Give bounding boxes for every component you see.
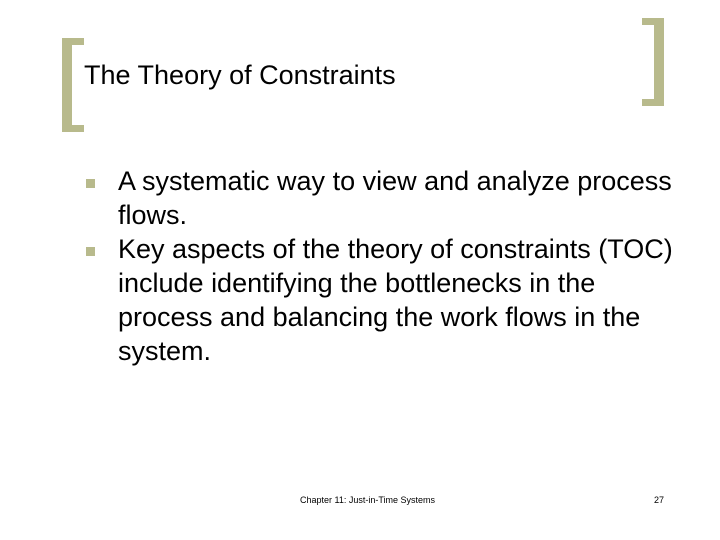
title-bracket-left bbox=[62, 38, 72, 132]
bullet-item bbox=[86, 164, 686, 232]
square-bullet-icon bbox=[86, 247, 95, 256]
title-bracket-right-top bbox=[642, 18, 664, 25]
bullet-text: Key aspects of the theory of constraints (TOC) include identifying the bottlenecks in the process and balancing the work flows in the system. bbox=[118, 234, 673, 366]
page-number: 27 bbox=[654, 495, 665, 505]
square-bullet-icon bbox=[86, 179, 95, 188]
title-bracket-right bbox=[654, 18, 664, 106]
bullet-list bbox=[86, 164, 686, 368]
title-bracket-left-bottom bbox=[62, 125, 84, 132]
title-bracket-right-bottom bbox=[642, 99, 664, 106]
bullet-text: A systematic way to view and analyze process flows. bbox=[118, 166, 672, 230]
bullet-item bbox=[86, 232, 686, 368]
slide-title: The Theory of Constraints bbox=[84, 60, 396, 90]
footer-chapter-title: Chapter 11: Just-in-Time Systems bbox=[300, 495, 436, 505]
title-bracket-left-top bbox=[62, 38, 84, 45]
